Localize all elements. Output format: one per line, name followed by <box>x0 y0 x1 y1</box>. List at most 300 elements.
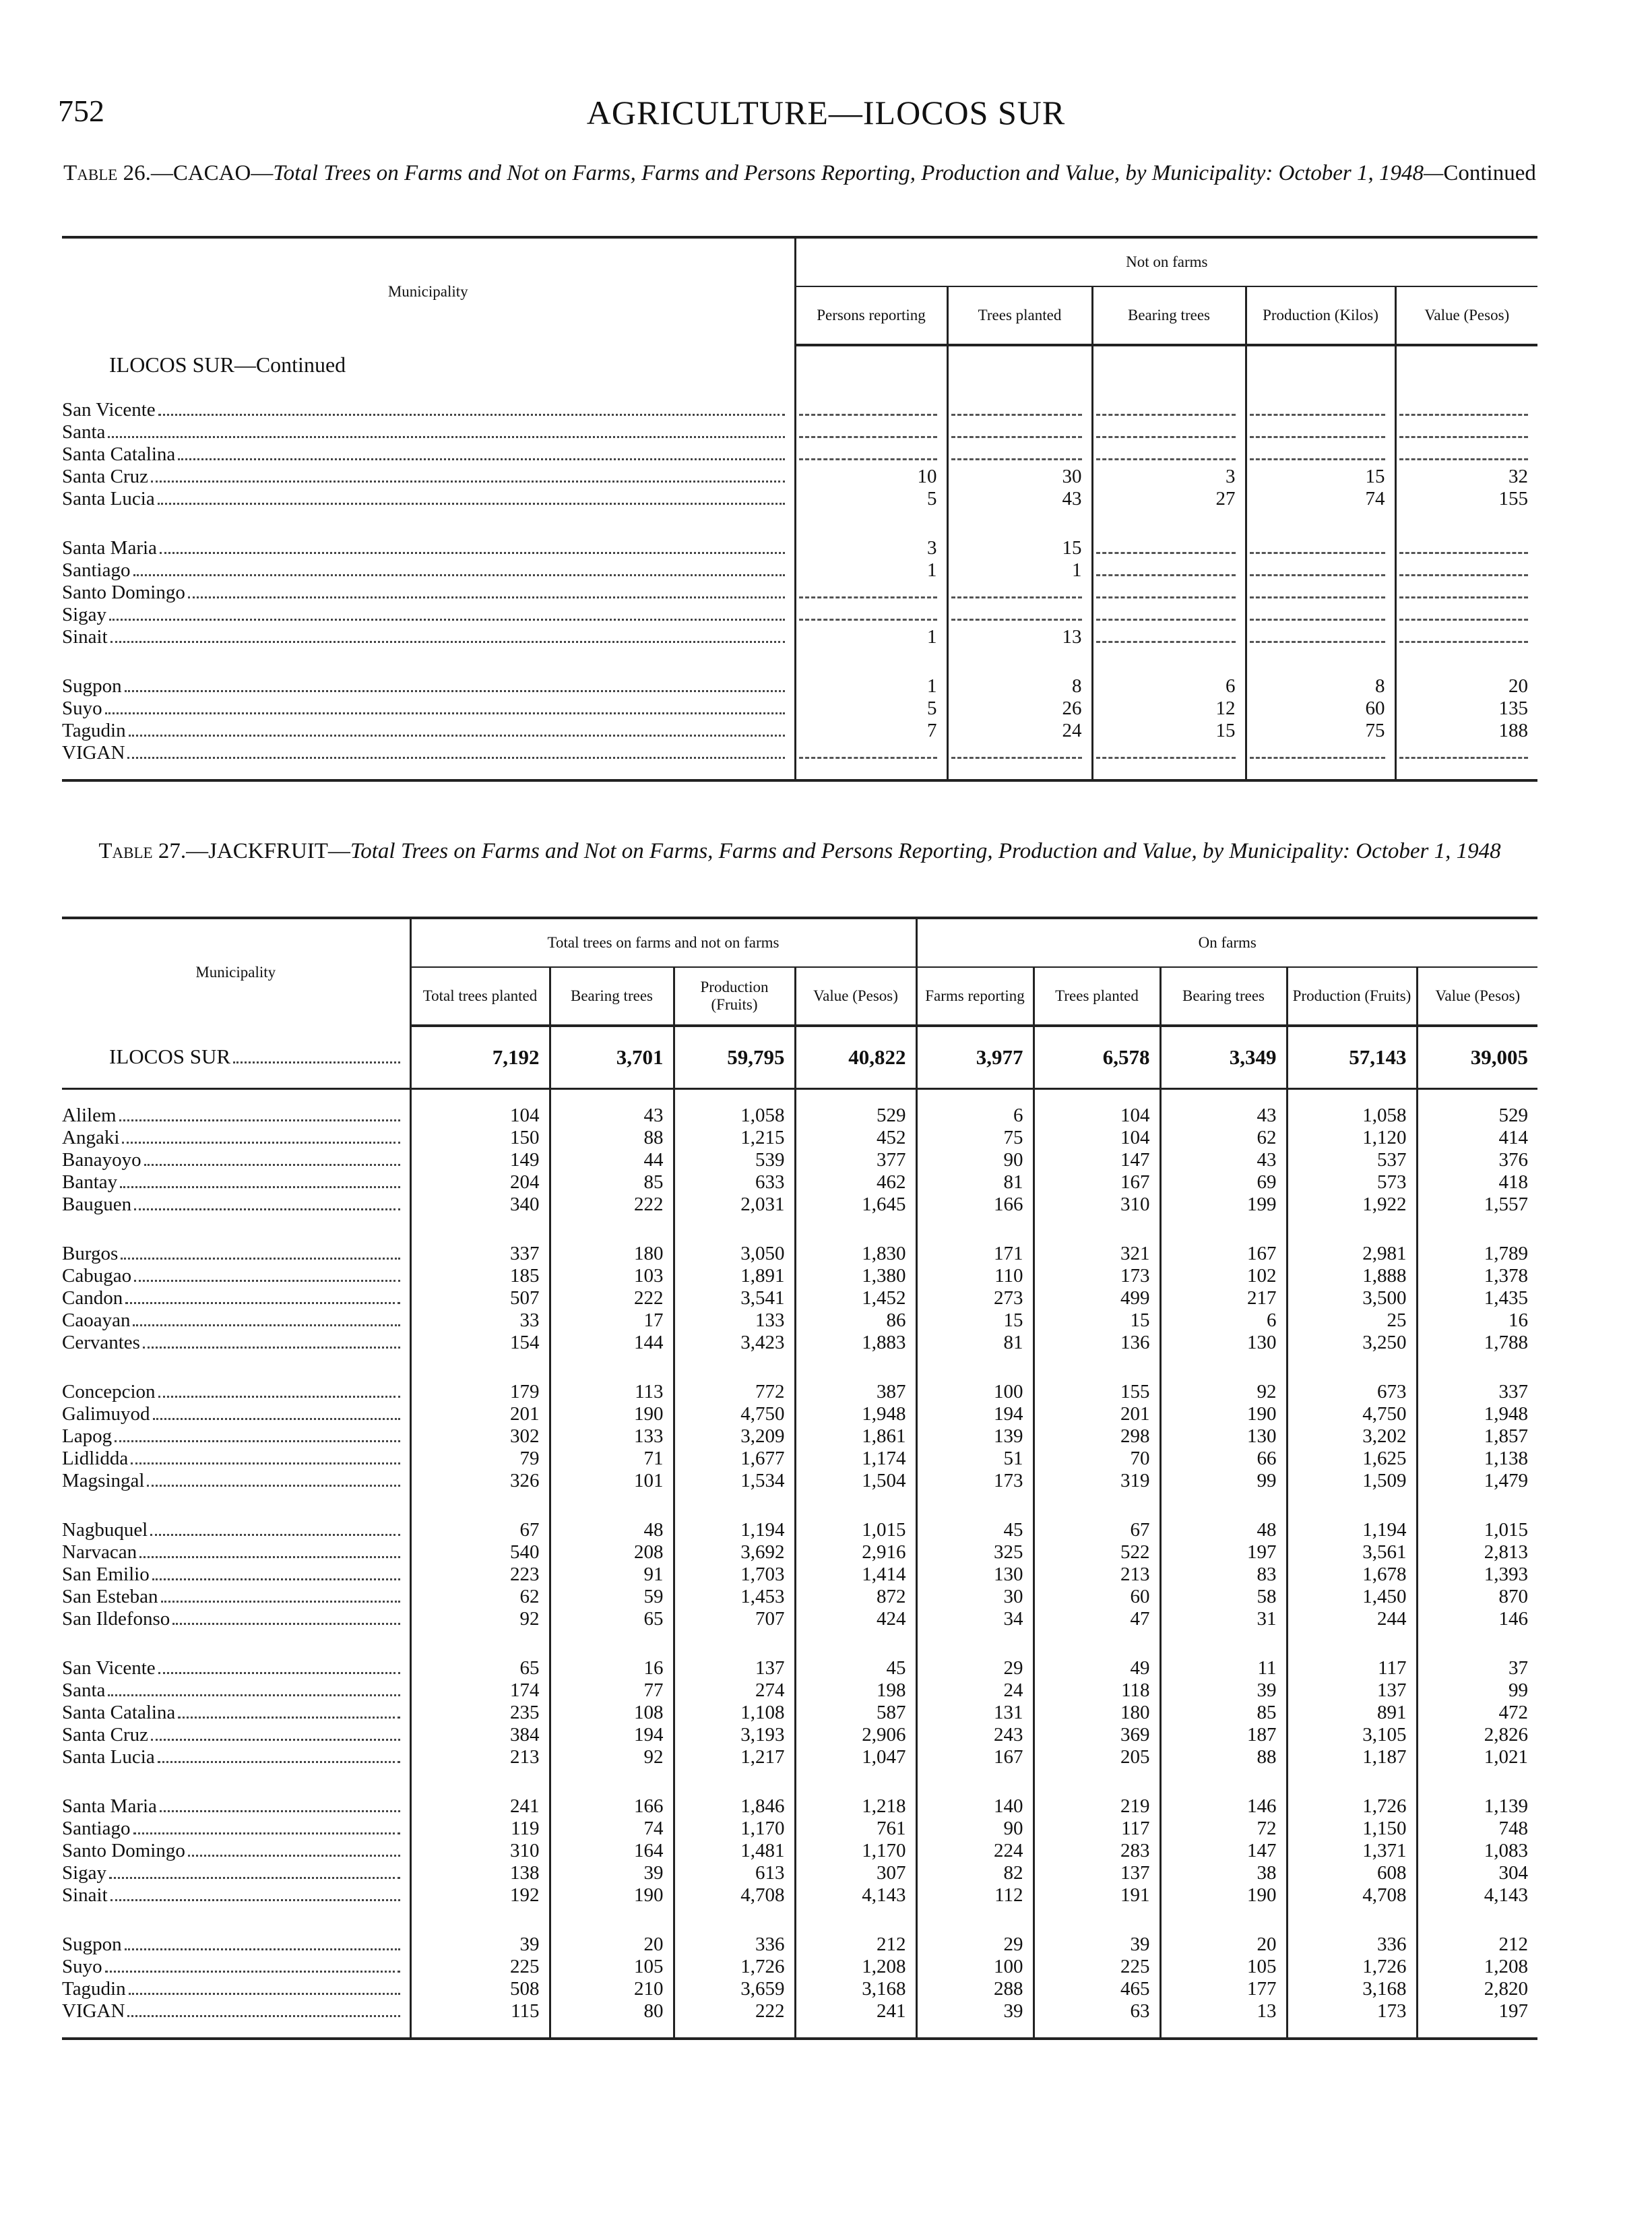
value-cell: 336 <box>1287 1934 1417 1956</box>
dot-leader <box>120 1186 400 1188</box>
municipality-cell <box>62 1287 410 1309</box>
value-cell: 3,168 <box>1287 1978 1417 2000</box>
value-cell: 522 <box>1034 1541 1160 1564</box>
spacer-cell <box>947 764 1092 780</box>
municipality-name: Santo Domingo <box>62 582 185 603</box>
dash-leader <box>1250 619 1385 621</box>
value-cell: 3,168 <box>795 1978 916 2000</box>
value-cell: 45 <box>916 1519 1034 1541</box>
value-cell: 43 <box>1160 1149 1287 1171</box>
spacer-cell <box>1160 1630 1287 1657</box>
value-cell: 59,795 <box>674 1026 795 1089</box>
spacer-cell <box>1417 1089 1537 1105</box>
value-cell: 3,541 <box>674 1287 795 1309</box>
value-cell: 13 <box>947 626 1092 648</box>
municipality-name: Santa Cruz <box>62 466 149 487</box>
spacer-cell <box>795 1630 916 1657</box>
spacer-cell <box>1246 764 1395 780</box>
spacer-cell <box>1034 1768 1160 1795</box>
value-cell: 130 <box>1160 1425 1287 1448</box>
table-26-column-header: Bearing trees <box>1092 286 1246 345</box>
table-row <box>62 1608 1537 1630</box>
table-row <box>62 2000 1537 2022</box>
value-cell: 20 <box>550 1934 674 1956</box>
value-cell: 10 <box>795 466 947 488</box>
dot-leader <box>129 735 785 737</box>
dash-leader <box>1399 414 1529 416</box>
value-cell: 3,050 <box>674 1243 795 1265</box>
dot-leader <box>188 596 785 598</box>
municipality-name: San Vicente <box>62 1657 156 1679</box>
dash-leader <box>1096 414 1236 416</box>
municipality-cell <box>62 559 795 582</box>
dash-leader <box>1250 436 1385 438</box>
value-cell: 1,726 <box>1287 1795 1417 1818</box>
value-cell: 2,826 <box>1417 1724 1537 1746</box>
value-cell: 140 <box>916 1795 1034 1818</box>
empty-cell <box>1246 399 1395 421</box>
table-27-caption-title: Total Trees on Farms and Not on Farms, Farms and Persons Reporting, Production and Value, by Municipality: October 1, 1948 <box>350 839 1501 863</box>
value-cell: 1,208 <box>795 1956 916 1978</box>
municipality-name: Santa Maria <box>62 1795 157 1817</box>
value-cell: 3,977 <box>916 1026 1034 1089</box>
spacer-cell <box>62 1492 410 1519</box>
municipality-cell <box>62 1381 410 1403</box>
dot-leader <box>134 1280 400 1282</box>
spacer-cell <box>674 1354 795 1381</box>
value-cell: 191 <box>1034 1884 1160 1907</box>
value-cell: 90 <box>916 1149 1034 1171</box>
value-cell: 1,015 <box>1417 1519 1537 1541</box>
value-cell: 222 <box>550 1194 674 1216</box>
value-cell: 1,021 <box>1417 1746 1537 1768</box>
value-cell: 1,015 <box>795 1519 916 1541</box>
spacer-cell <box>550 2022 674 2039</box>
table-27-column-header: Farms reporting <box>916 967 1034 1026</box>
value-cell: 223 <box>410 1564 550 1586</box>
table-row <box>62 559 1537 582</box>
municipality-name: Santa Lucia <box>62 1746 155 1768</box>
municipality-cell <box>62 1862 410 1884</box>
dot-leader <box>152 1578 400 1580</box>
spacer-cell <box>947 345 1092 384</box>
spacer-cell <box>1417 2022 1537 2039</box>
dash-leader <box>1250 414 1385 416</box>
value-cell: 108 <box>550 1702 674 1724</box>
value-cell: 4,143 <box>1417 1884 1537 1907</box>
value-cell: 39 <box>916 2000 1034 2022</box>
value-cell: 217 <box>1160 1287 1287 1309</box>
table-row <box>62 1657 1537 1679</box>
value-cell: 49 <box>1034 1657 1160 1679</box>
municipality-cell <box>62 1309 410 1332</box>
value-cell: 85 <box>550 1171 674 1194</box>
value-cell: 241 <box>795 2000 916 2022</box>
spacer-cell <box>795 2022 916 2039</box>
value-cell: 4,708 <box>674 1884 795 1907</box>
dot-leader <box>122 1142 400 1144</box>
value-cell: 3,202 <box>1287 1425 1417 1448</box>
value-cell: 100 <box>916 1381 1034 1403</box>
spacer-cell <box>1092 345 1246 384</box>
value-cell: 5 <box>795 698 947 720</box>
table-26-column-header: Persons reporting <box>795 286 947 345</box>
value-cell: 24 <box>916 1679 1034 1702</box>
empty-cell <box>1092 559 1246 582</box>
spacer-row <box>62 1216 1537 1243</box>
dash-leader <box>799 619 937 621</box>
value-cell: 29 <box>916 1657 1034 1679</box>
table-row <box>62 698 1537 720</box>
value-cell: 1,217 <box>674 1746 795 1768</box>
dot-leader <box>110 641 785 643</box>
empty-cell <box>1395 399 1537 421</box>
dot-leader <box>158 1761 400 1763</box>
table-26-column-header: Production (Kilos) <box>1246 286 1395 345</box>
dash-leader <box>1250 596 1385 598</box>
spacer-cell <box>410 1354 550 1381</box>
municipality-cell <box>62 1149 410 1171</box>
dash-leader <box>1096 757 1236 759</box>
section-title: ILOCOS SUR—Continued <box>109 352 346 377</box>
dot-leader <box>125 1302 400 1304</box>
value-cell: 29 <box>916 1934 1034 1956</box>
spacer-cell <box>550 1907 674 1934</box>
empty-cell <box>1395 582 1537 604</box>
spacer-cell <box>1246 345 1395 384</box>
value-cell: 39,005 <box>1417 1026 1537 1089</box>
value-cell: 40,822 <box>795 1026 916 1089</box>
value-cell: 139 <box>916 1425 1034 1448</box>
value-cell: 414 <box>1417 1127 1537 1149</box>
dash-leader <box>1250 552 1385 554</box>
value-cell: 1,378 <box>1417 1265 1537 1287</box>
value-cell: 149 <box>410 1149 550 1171</box>
spacer-cell <box>1092 648 1246 675</box>
value-cell: 508 <box>410 1978 550 2000</box>
value-cell: 92 <box>550 1746 674 1768</box>
municipality-name: VIGAN <box>62 2000 125 2022</box>
municipality-name: Sigay <box>62 604 107 625</box>
value-cell: 147 <box>1034 1149 1160 1171</box>
dash-leader <box>1399 641 1529 643</box>
value-cell: 3,692 <box>674 1541 795 1564</box>
spacer-cell <box>795 510 947 537</box>
spacer-cell <box>1160 1492 1287 1519</box>
spacer-cell <box>62 1216 410 1243</box>
value-cell: 43 <box>947 488 1092 510</box>
value-cell: 3,659 <box>674 1978 795 2000</box>
dot-leader <box>172 1623 400 1625</box>
municipality-cell <box>62 537 795 559</box>
value-cell: 6,578 <box>1034 1026 1160 1089</box>
municipality-cell <box>62 1840 410 1862</box>
value-cell: 179 <box>410 1381 550 1403</box>
value-cell: 118 <box>1034 1679 1160 1702</box>
spacer-cell <box>410 1907 550 1934</box>
value-cell: 1,450 <box>1287 1586 1417 1608</box>
municipality-name: Santa Catalina <box>62 1702 176 1723</box>
value-cell: 608 <box>1287 1862 1417 1884</box>
value-cell: 633 <box>674 1171 795 1194</box>
value-cell: 452 <box>795 1127 916 1149</box>
municipality-cell <box>62 1679 410 1702</box>
value-cell: 1,846 <box>674 1795 795 1818</box>
value-cell: 60 <box>1246 698 1395 720</box>
value-cell: 872 <box>795 1586 916 1608</box>
value-cell: 24 <box>947 720 1092 742</box>
spacer-cell <box>1287 1630 1417 1657</box>
value-cell: 105 <box>550 1956 674 1978</box>
value-cell: 59 <box>550 1586 674 1608</box>
empty-cell <box>795 421 947 443</box>
value-cell: 167 <box>916 1746 1034 1768</box>
dash-leader <box>951 436 1082 438</box>
municipality-cell <box>62 1265 410 1287</box>
value-cell: 15 <box>1246 466 1395 488</box>
dot-leader <box>105 712 785 714</box>
municipality-name: VIGAN <box>62 742 125 764</box>
municipality-cell <box>62 1657 410 1679</box>
spacer-cell <box>62 764 795 780</box>
value-cell: 48 <box>550 1519 674 1541</box>
value-cell: 104 <box>410 1105 550 1127</box>
spacer-cell <box>62 1089 410 1105</box>
municipality-cell <box>62 1332 410 1354</box>
spacer-cell <box>1034 1492 1160 1519</box>
value-cell: 43 <box>1160 1105 1287 1127</box>
value-cell: 529 <box>795 1105 916 1127</box>
municipality-cell <box>62 1746 410 1768</box>
spacer-cell <box>410 1630 550 1657</box>
dash-leader <box>1399 458 1529 460</box>
municipality-cell <box>62 604 795 626</box>
value-cell: 1,509 <box>1287 1470 1417 1492</box>
value-cell: 273 <box>916 1287 1034 1309</box>
spacer-row <box>62 648 1537 675</box>
value-cell: 6 <box>1092 675 1246 698</box>
municipality-name: Tagudin <box>62 720 126 741</box>
value-cell: 376 <box>1417 1149 1537 1171</box>
spacer-cell <box>1395 648 1537 675</box>
municipality-name: Sinait <box>62 626 108 648</box>
value-cell: 1,625 <box>1287 1448 1417 1470</box>
municipality-cell <box>62 742 795 764</box>
value-cell: 48 <box>1160 1519 1287 1541</box>
value-cell: 13 <box>1160 2000 1287 2022</box>
dot-leader <box>109 1877 400 1879</box>
dot-leader <box>153 1418 400 1420</box>
municipality-cell <box>62 443 795 466</box>
value-cell: 1,174 <box>795 1448 916 1470</box>
municipality-name: Banayoyo <box>62 1149 141 1171</box>
value-cell: 88 <box>1160 1746 1287 1768</box>
value-cell: 283 <box>1034 1840 1160 1862</box>
table-27-municipality-header: Municipality <box>62 918 410 1026</box>
value-cell: 2,031 <box>674 1194 795 1216</box>
value-cell: 213 <box>1034 1564 1160 1586</box>
table-row <box>62 1679 1537 1702</box>
empty-cell <box>1246 604 1395 626</box>
dot-leader <box>233 1061 400 1063</box>
empty-cell <box>1092 742 1246 764</box>
table-row <box>62 488 1537 510</box>
value-cell: 204 <box>410 1171 550 1194</box>
value-cell: 3,105 <box>1287 1724 1417 1746</box>
value-cell: 155 <box>1034 1381 1160 1403</box>
value-cell: 83 <box>1160 1564 1287 1586</box>
empty-cell <box>1395 604 1537 626</box>
dot-leader <box>125 690 785 692</box>
value-cell: 113 <box>550 1381 674 1403</box>
dot-leader <box>127 757 784 759</box>
empty-cell <box>795 582 947 604</box>
value-cell: 761 <box>795 1818 916 1840</box>
value-cell: 8 <box>1246 675 1395 698</box>
value-cell: 213 <box>410 1746 550 1768</box>
municipality-cell <box>62 488 795 510</box>
empty-cell <box>947 443 1092 466</box>
value-cell: 47 <box>1034 1608 1160 1630</box>
running-head: AGRICULTURE—ILOCOS SUR <box>586 94 1066 131</box>
value-cell: 587 <box>795 1702 916 1724</box>
value-cell: 235 <box>410 1702 550 1724</box>
spacer-cell <box>1246 384 1395 399</box>
dash-leader <box>1399 552 1529 554</box>
table-row <box>62 1171 1537 1194</box>
table-27-column-header: Trees planted <box>1034 967 1160 1026</box>
spacer-cell <box>550 1089 674 1105</box>
municipality-name: Cabugao <box>62 1265 132 1287</box>
table-row <box>62 399 1537 421</box>
value-cell: 58 <box>1160 1586 1287 1608</box>
municipality-cell <box>62 421 795 443</box>
value-cell: 3,423 <box>674 1332 795 1354</box>
table-row <box>62 1795 1537 1818</box>
value-cell: 167 <box>1160 1243 1287 1265</box>
value-cell: 1 <box>795 675 947 698</box>
dot-leader <box>143 1347 400 1349</box>
value-cell: 1,218 <box>795 1795 916 1818</box>
spacer-cell <box>1287 1216 1417 1243</box>
dot-leader <box>105 1971 400 1973</box>
spacer-cell <box>1246 510 1395 537</box>
value-cell: 115 <box>410 2000 550 2022</box>
table-row <box>62 1425 1537 1448</box>
empty-cell <box>1092 604 1246 626</box>
spacer-cell <box>1287 1492 1417 1519</box>
spacer-cell <box>674 1907 795 1934</box>
value-cell: 1,830 <box>795 1243 916 1265</box>
municipality-name: Santiago <box>62 1818 131 1839</box>
dash-leader <box>1399 596 1529 598</box>
value-cell: 340 <box>410 1194 550 1216</box>
value-cell: 772 <box>674 1381 795 1403</box>
spacer-row <box>62 1630 1537 1657</box>
value-cell: 1,170 <box>795 1840 916 1862</box>
spacer-cell <box>795 1768 916 1795</box>
value-cell: 1,194 <box>674 1519 795 1541</box>
dash-leader <box>951 757 1082 759</box>
spacer-cell <box>795 764 947 780</box>
value-cell: 137 <box>1287 1679 1417 1702</box>
spacer-row <box>62 764 1537 780</box>
table-row <box>62 1541 1537 1564</box>
value-cell: 69 <box>1160 1171 1287 1194</box>
value-cell: 201 <box>410 1403 550 1425</box>
municipality-name: Angaki <box>62 1127 120 1148</box>
value-cell: 748 <box>1417 1818 1537 1840</box>
spacer-cell <box>1034 1630 1160 1657</box>
value-cell: 137 <box>1034 1862 1160 1884</box>
empty-cell <box>1246 626 1395 648</box>
municipality-cell <box>62 1171 410 1194</box>
spacer-cell <box>1246 648 1395 675</box>
value-cell: 243 <box>916 1724 1034 1746</box>
value-cell: 1,883 <box>795 1332 916 1354</box>
spacer-cell <box>947 510 1092 537</box>
value-cell: 1,479 <box>1417 1470 1537 1492</box>
municipality-name: Santa <box>62 1679 106 1701</box>
table-row <box>62 626 1537 648</box>
spacer-cell <box>916 2022 1034 2039</box>
value-cell: 117 <box>1034 1818 1160 1840</box>
value-cell: 462 <box>795 1171 916 1194</box>
dash-leader <box>799 757 937 759</box>
value-cell: 138 <box>410 1862 550 1884</box>
spacer-cell <box>1160 2022 1287 2039</box>
dash-leader <box>799 458 937 460</box>
value-cell: 171 <box>916 1243 1034 1265</box>
value-cell: 302 <box>410 1425 550 1448</box>
value-cell: 192 <box>410 1884 550 1907</box>
table-row <box>62 604 1537 626</box>
municipality-cell <box>62 1105 410 1127</box>
dash-leader <box>1096 436 1236 438</box>
value-cell: 57,143 <box>1287 1026 1417 1089</box>
value-cell: 177 <box>1160 1978 1287 2000</box>
value-cell: 102 <box>1160 1265 1287 1287</box>
spacer-cell <box>1034 1354 1160 1381</box>
value-cell: 65 <box>410 1657 550 1679</box>
value-cell: 499 <box>1034 1287 1160 1309</box>
value-cell: 1,208 <box>1417 1956 1537 1978</box>
spacer-cell <box>947 384 1092 399</box>
spacer-cell <box>916 1216 1034 1243</box>
value-cell: 298 <box>1034 1425 1160 1448</box>
value-cell: 326 <box>410 1470 550 1492</box>
table-27-group-header-total: Total trees on farms and not on farms <box>410 918 916 967</box>
empty-cell <box>947 742 1092 764</box>
spacer-cell <box>1417 1216 1537 1243</box>
value-cell: 1,922 <box>1287 1194 1417 1216</box>
dot-leader <box>161 1601 400 1603</box>
value-cell: 1,888 <box>1287 1265 1417 1287</box>
spacer-cell <box>410 2022 550 2039</box>
dash-leader <box>1250 757 1385 759</box>
empty-cell <box>1395 537 1537 559</box>
value-cell: 3,561 <box>1287 1541 1417 1564</box>
table-row <box>62 582 1537 604</box>
value-cell: 26 <box>947 698 1092 720</box>
value-cell: 88 <box>550 1127 674 1149</box>
value-cell: 212 <box>795 1934 916 1956</box>
value-cell: 1,108 <box>674 1702 795 1724</box>
municipality-name: Suyo <box>62 1956 102 1977</box>
value-cell: 146 <box>1417 1608 1537 1630</box>
value-cell: 1,726 <box>674 1956 795 1978</box>
table-row <box>62 537 1537 559</box>
